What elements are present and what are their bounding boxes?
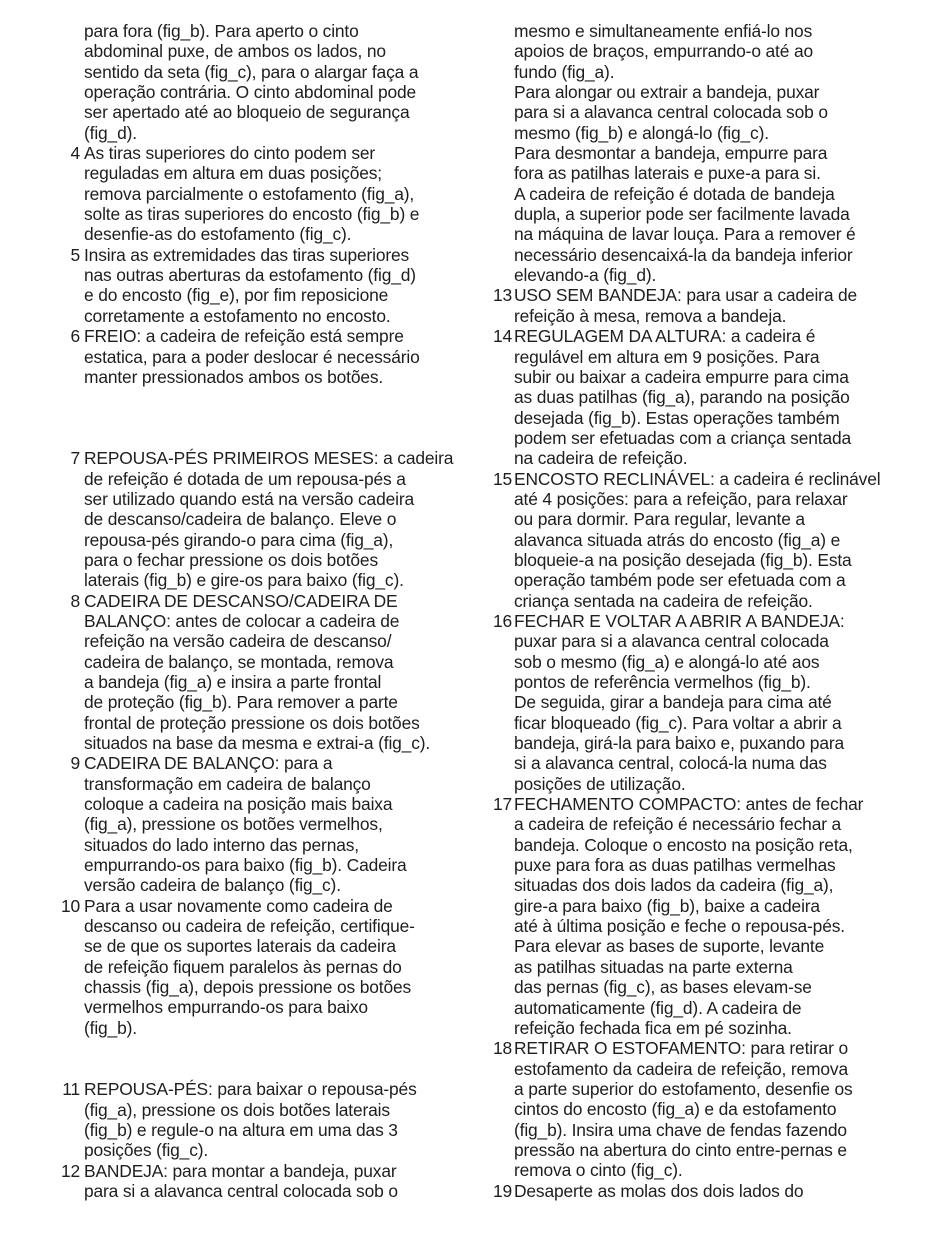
item-number: 15 bbox=[492, 468, 512, 489]
item-text: BANDEJA: para montar a bandeja, puxar para si a alavanca central colocada sob o bbox=[84, 1160, 398, 1201]
instruction-item-5 bbox=[58, 245, 458, 326]
instruction-item-13 bbox=[488, 285, 893, 326]
item-text: Insira as extremidades das tiras superiores nas outras aberturas da estofamento (fig_d) e do encosto (fig_e), por fim reposicione corretamente a estofamento no encosto. bbox=[84, 244, 416, 326]
item-number: 11 bbox=[62, 1079, 80, 1100]
item-text: REPOUSA-PÉS: para baixar o repousa-pés (fig_a), pressione os dois botões laterais (fig_b) e regule-o na altura em uma das 3 posições (fig_c). bbox=[84, 1079, 417, 1161]
item-number: 4 bbox=[70, 143, 80, 164]
item-text: Desaperte as molas dos dois lados do bbox=[514, 1180, 804, 1201]
item-text: ENCOSTO RECLINÁVEL: a cadeira é reclinável até 4 posições: para a refeição, para relaxar ou para dormir. Para regular, levante a alavanca situada atrás do encosto (fig_a) e bloqueie-a na posição desejada (fig_b). Esta operação também pode ser efetuada com a criança sentada na cadeira de refeição. bbox=[514, 468, 881, 611]
item-text: CADEIRA DE BALANÇO: para a transformação em cadeira de balanço coloque a cadeira na posição mais baixa (fig_a), pressione os botões vermelhos, situados do lado interno das pernas, empurrando-os para baixo (fig_b). Cadeira versão cadeira de balanço (fig_c). bbox=[84, 753, 407, 896]
item-number: 5 bbox=[70, 244, 80, 265]
item-number: 19 bbox=[492, 1180, 512, 1201]
right-column bbox=[488, 21, 893, 1201]
item-number: 14 bbox=[492, 326, 512, 347]
instruction-item-6 bbox=[58, 326, 458, 387]
item-number: 13 bbox=[492, 285, 512, 306]
item-text: FREIO: a cadeira de refeição está sempre estatica, para a poder deslocar é necessário manter pressionados ambos os botões. bbox=[84, 326, 420, 387]
item-number: 10 bbox=[60, 895, 80, 916]
item-text: FECHAR E VOLTAR A ABRIR A BANDEJA: puxar para si a alavanca central colocada sob o mesmo (fig_a) e alongá-lo até aos pontos de referência vermelhos (fig_b). De seguida, girar a bandeja para cima até ficar bloqueado (fig_c). Para voltar a abrir a bandeja, girá-la para baixo e, puxando para si a alavanca central, colocá-la numa das posições de utilização. bbox=[514, 610, 845, 794]
instruction-item-7 bbox=[58, 448, 458, 590]
instruction-item-4 bbox=[58, 143, 458, 245]
instruction-item-14 bbox=[488, 326, 893, 468]
item-text: RETIRAR O ESTOFAMENTO: para retirar o estofamento da cadeira de refeição, remova a parte superior do estofamento, desenfie os cintos do encosto (fig_a) e da estofamento (fig_b). Insira uma chave de fendas fazendo pressão na abertura do cinto entre-pernas e remova o cinto (fig_c). bbox=[514, 1038, 853, 1181]
instruction-item-17 bbox=[488, 794, 893, 1038]
item-number: 17 bbox=[492, 794, 512, 815]
item-number: 8 bbox=[70, 590, 80, 611]
item-number: 12 bbox=[60, 1160, 80, 1181]
item-text: REGULAGEM DA ALTURA: a cadeira é regulável em altura em 9 posições. Para subir ou baixar a cadeira empurre para cima as duas patilhas (fig_a), parando na posição desejada (fig_b). Estas operações também podem ser efetuadas com a criança sentada na cadeira de refeição. bbox=[514, 326, 852, 469]
instruction-item-15 bbox=[488, 469, 893, 611]
item-number: 16 bbox=[492, 610, 512, 631]
instruction-item-8 bbox=[58, 591, 458, 754]
item-text: USO SEM BANDEJA: para usar a cadeira de refeição à mesa, remova a bandeja. bbox=[514, 285, 858, 326]
left-column bbox=[58, 21, 458, 1201]
item-number: 7 bbox=[70, 448, 80, 469]
item-number: 6 bbox=[70, 326, 80, 347]
item-text: REPOUSA-PÉS PRIMEIROS MESES: a cadeira de refeição é dotada de um repousa-pés a ser utilizado quando está na versão cadeira de descanso/cadeira de balanço. Eleve o repousa-pés girando-o para cima (fig_a), para o fechar pressione os dois botões laterais (fig_b) e gire-os para baixo (fig_c). bbox=[84, 448, 454, 591]
item-text: CADEIRA DE DESCANSO/CADEIRA DE BALANÇO: antes de colocar a cadeira de refeição na versão cadeira de descanso/ cadeira de balanço, se montada, remova a bandeja (fig_a) e insira a parte frontal de proteção (fig_b). Para remover a parte frontal de proteção pressione os dois botões situados na base da mesma e extrai-a (fig_c). bbox=[84, 590, 431, 753]
left-continuation-text: para fora (fig_b). Para aperto o cinto abdominal puxe, de ambos os lados, no sentido da seta (fig_c), para o alargar faça a operação contrária. O cinto abdominal pode ser apertado até ao bloqueio de segurança (fig_d). bbox=[84, 21, 419, 143]
instruction-item-11 bbox=[58, 1079, 458, 1160]
instruction-item-16 bbox=[488, 611, 893, 794]
right-continuation-text: mesmo e simultaneamente enfiá-lo nos apoios de braços, empurrando-o até ao fundo (fig_a). Para alongar ou extrair a bandeja, puxar para si a alavanca central colocada sob o mesmo (fig_b) e alongá-lo (fig_c). Para desmontar a bandeja, empurre para fora as patilhas laterais e puxe-a para si. A cadeira de refeição é dotada de bandeja dupla, a superior pode ser facilmente lavada na máquina de lavar louça. Para a remover é necessário desencaixá-la da bandeja inferior elevando-a (fig_d). bbox=[514, 21, 856, 286]
instruction-item-10 bbox=[58, 896, 458, 1038]
item-text: As tiras superiores do cinto podem ser reguladas em altura em duas posições; remova parcialmente o estofamento (fig_a), solte as tiras superiores do encosto (fig_b) e desenfie-as do estofamento (fig_c). bbox=[84, 143, 420, 245]
item-number: 18 bbox=[492, 1038, 512, 1059]
instruction-item-19 bbox=[488, 1181, 893, 1201]
item-text: Para a usar novamente como cadeira de descanso ou cadeira de refeição, certifique- se de que os suportes laterais da cadeira de refeição fiquem paralelos às pernas do chassis (fig_a), depois pressione os botões vermelhos empurrando-os para baixo (fig_b). bbox=[84, 895, 415, 1038]
item-number: 9 bbox=[70, 753, 80, 774]
item-text: FECHAMENTO COMPACTO: antes de fechar a cadeira de refeição é necessário fechar a bandeja. Coloque o encosto na posição reta, puxe para fora as duas patilhas vermelhas situadas dos dois lados da cadeira (fig_a), gire-a para baixo (fig_b), baixe a cadeira até à última posição e feche o repousa-pés. Para elevar as bases de suporte, levante as patilhas situadas na parte externa das pernas (fig_c), as bases elevam-se automaticamente (fig_d). A cadeira de refeição fechada fica em pé sozinha. bbox=[514, 794, 864, 1038]
instruction-item-9 bbox=[58, 753, 458, 895]
instruction-item-12 bbox=[58, 1161, 458, 1202]
instruction-item-18 bbox=[488, 1038, 893, 1180]
